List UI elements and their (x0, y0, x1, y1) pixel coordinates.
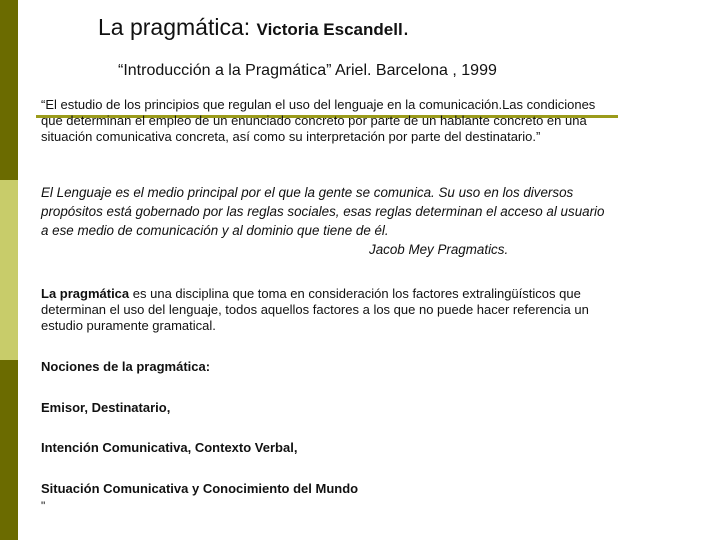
definition-term: La pragmática (41, 286, 130, 301)
title-main: La pragmática: (98, 14, 257, 40)
sidebar-segment-top (0, 0, 18, 180)
trailing-mark: " (41, 499, 46, 513)
mey-attribution: Jacob Mey Pragmatics. (369, 242, 509, 257)
title-author: Victoria Escandell (256, 20, 403, 39)
notion-item: Intención Comunicativa, Contexto Verbal, (41, 440, 298, 455)
sidebar-decoration (0, 0, 18, 540)
page-title (98, 14, 409, 41)
title-suffix: . (402, 14, 410, 40)
notions-heading: Nociones de la pragmática: (41, 359, 211, 374)
escandell-quote: “El estudio de los principios que regulan el uso del lenguaje en la comunicación.Las condiciones que determinan el empleo de un enunciado concreto por parte de un hablante concreto en una situación comunicativa concreta, así como su interpretación por parte del destinatario.” (41, 97, 596, 144)
sidebar-segment-bottom (0, 360, 18, 540)
mey-quote-text: El Lenguaje es el medio principal por el que la gente se comunica. Su uso en los diversos propósitos está gobernado por las reglas sociales, esas reglas determinan el acceso al usuario a ese medio de comunicación y al dominio que tiene de él. (41, 185, 605, 238)
definition-text: es una disciplina que toma en consideración los factores extralingüísticos que determinan el uso del lenguaje, todos aquellos factores a los que no puede hacer referencia un estudio puramente gramatical. (41, 286, 589, 333)
mey-quote (41, 183, 606, 259)
definition-paragraph (41, 286, 606, 334)
source-reference: “Introducción a la Pragmática” Ariel. Barcelona , 1999 (118, 62, 497, 79)
sidebar-segment-middle (0, 180, 18, 360)
notion-item: Emisor, Destinatario, (41, 400, 171, 415)
notion-item: Situación Comunicativa y Conocimiento del Mundo (41, 481, 359, 496)
